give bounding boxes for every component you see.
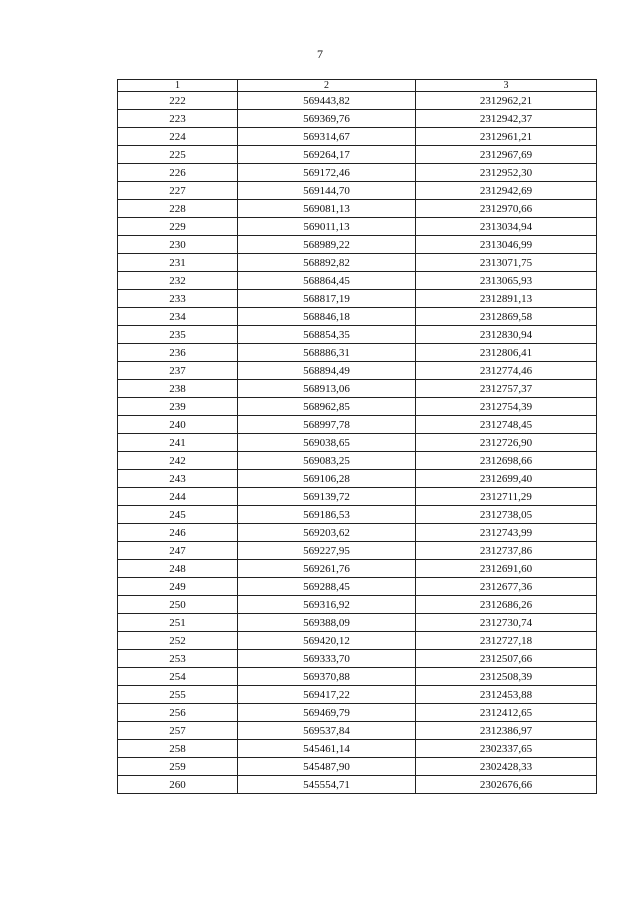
x-coordinate-cell: 569288,45 (238, 578, 416, 596)
x-coordinate-cell: 569369,76 (238, 110, 416, 128)
point-number-cell: 233 (118, 290, 238, 308)
y-coordinate-cell: 2312743,99 (416, 524, 597, 542)
point-number-cell: 257 (118, 722, 238, 740)
x-coordinate-cell: 568892,82 (238, 254, 416, 272)
point-number-cell: 226 (118, 164, 238, 182)
point-number-cell: 251 (118, 614, 238, 632)
table-row (118, 92, 597, 110)
point-number-cell: 225 (118, 146, 238, 164)
x-coordinate-cell: 568886,31 (238, 344, 416, 362)
y-coordinate-cell: 2302428,33 (416, 758, 597, 776)
x-coordinate-cell: 569417,22 (238, 686, 416, 704)
x-coordinate-cell: 568817,19 (238, 290, 416, 308)
x-coordinate-cell: 569420,12 (238, 632, 416, 650)
point-number-cell: 256 (118, 704, 238, 722)
point-number-cell: 236 (118, 344, 238, 362)
table-row (118, 236, 597, 254)
y-coordinate-cell: 2312967,69 (416, 146, 597, 164)
x-coordinate-cell: 569139,72 (238, 488, 416, 506)
y-coordinate-cell: 2312727,18 (416, 632, 597, 650)
y-coordinate-cell: 2302676,66 (416, 776, 597, 794)
table-row (118, 578, 597, 596)
table-row (118, 254, 597, 272)
y-coordinate-cell: 2312686,26 (416, 596, 597, 614)
x-coordinate-cell: 569106,28 (238, 470, 416, 488)
point-number-cell: 240 (118, 416, 238, 434)
y-coordinate-cell: 2312942,37 (416, 110, 597, 128)
y-coordinate-cell: 2312699,40 (416, 470, 597, 488)
point-number-cell: 232 (118, 272, 238, 290)
y-coordinate-cell: 2312738,05 (416, 506, 597, 524)
y-coordinate-cell: 2302337,65 (416, 740, 597, 758)
table-row (118, 452, 597, 470)
x-coordinate-cell: 569537,84 (238, 722, 416, 740)
table-row (118, 128, 597, 146)
x-coordinate-cell: 568846,18 (238, 308, 416, 326)
y-coordinate-cell: 2312830,94 (416, 326, 597, 344)
table-row (118, 272, 597, 290)
table-row (118, 506, 597, 524)
table-row (118, 200, 597, 218)
y-coordinate-cell: 2312508,39 (416, 668, 597, 686)
column-header-2: 2 (238, 80, 416, 92)
x-coordinate-cell: 569370,88 (238, 668, 416, 686)
table-row (118, 488, 597, 506)
x-coordinate-cell: 569261,76 (238, 560, 416, 578)
y-coordinate-cell: 2312386,97 (416, 722, 597, 740)
point-number-cell: 248 (118, 560, 238, 578)
x-coordinate-cell: 545554,71 (238, 776, 416, 794)
y-coordinate-cell: 2312698,66 (416, 452, 597, 470)
table-row (118, 668, 597, 686)
x-coordinate-cell: 569144,70 (238, 182, 416, 200)
table-row (118, 344, 597, 362)
point-number-cell: 259 (118, 758, 238, 776)
table-row (118, 722, 597, 740)
y-coordinate-cell: 2313034,94 (416, 218, 597, 236)
coordinates-table (117, 79, 597, 794)
x-coordinate-cell: 545461,14 (238, 740, 416, 758)
table-row (118, 110, 597, 128)
point-number-cell: 255 (118, 686, 238, 704)
point-number-cell: 228 (118, 200, 238, 218)
table-body (118, 92, 597, 794)
point-number-cell: 235 (118, 326, 238, 344)
point-number-cell: 242 (118, 452, 238, 470)
table-row (118, 596, 597, 614)
y-coordinate-cell: 2312677,36 (416, 578, 597, 596)
table-row (118, 416, 597, 434)
y-coordinate-cell: 2312952,30 (416, 164, 597, 182)
x-coordinate-cell: 569227,95 (238, 542, 416, 560)
x-coordinate-cell: 568864,45 (238, 272, 416, 290)
table-row (118, 524, 597, 542)
x-coordinate-cell: 569314,67 (238, 128, 416, 146)
y-coordinate-cell: 2312891,13 (416, 290, 597, 308)
point-number-cell: 227 (118, 182, 238, 200)
table-row (118, 218, 597, 236)
table-row (118, 704, 597, 722)
point-number-cell: 245 (118, 506, 238, 524)
table-row (118, 380, 597, 398)
table-row (118, 650, 597, 668)
column-header-1: 1 (118, 80, 238, 92)
table-row (118, 434, 597, 452)
y-coordinate-cell: 2312748,45 (416, 416, 597, 434)
point-number-cell: 229 (118, 218, 238, 236)
point-number-cell: 234 (118, 308, 238, 326)
x-coordinate-cell: 569172,46 (238, 164, 416, 182)
x-coordinate-cell: 569469,79 (238, 704, 416, 722)
table-row (118, 776, 597, 794)
point-number-cell: 252 (118, 632, 238, 650)
x-coordinate-cell: 568989,22 (238, 236, 416, 254)
table-row (118, 686, 597, 704)
page-number: 7 (317, 47, 323, 61)
x-coordinate-cell: 568894,49 (238, 362, 416, 380)
header-row (118, 80, 597, 92)
point-number-cell: 246 (118, 524, 238, 542)
y-coordinate-cell: 2312711,29 (416, 488, 597, 506)
y-coordinate-cell: 2312412,65 (416, 704, 597, 722)
x-coordinate-cell: 568854,35 (238, 326, 416, 344)
table-row (118, 614, 597, 632)
point-number-cell: 239 (118, 398, 238, 416)
table-row (118, 326, 597, 344)
x-coordinate-cell: 569316,92 (238, 596, 416, 614)
y-coordinate-cell: 2312806,41 (416, 344, 597, 362)
x-coordinate-cell: 568913,06 (238, 380, 416, 398)
x-coordinate-cell: 569388,09 (238, 614, 416, 632)
table-row (118, 362, 597, 380)
table-row (118, 542, 597, 560)
table-row (118, 740, 597, 758)
y-coordinate-cell: 2312453,88 (416, 686, 597, 704)
y-coordinate-cell: 2312942,69 (416, 182, 597, 200)
table-row (118, 758, 597, 776)
x-coordinate-cell: 569081,13 (238, 200, 416, 218)
point-number-cell: 224 (118, 128, 238, 146)
column-header-3: 3 (416, 80, 597, 92)
x-coordinate-cell: 569203,62 (238, 524, 416, 542)
y-coordinate-cell: 2312961,21 (416, 128, 597, 146)
y-coordinate-cell: 2313071,75 (416, 254, 597, 272)
y-coordinate-cell: 2313065,93 (416, 272, 597, 290)
y-coordinate-cell: 2312774,46 (416, 362, 597, 380)
table-row (118, 632, 597, 650)
y-coordinate-cell: 2312691,60 (416, 560, 597, 578)
x-coordinate-cell: 568997,78 (238, 416, 416, 434)
y-coordinate-cell: 2312869,58 (416, 308, 597, 326)
table-row (118, 308, 597, 326)
x-coordinate-cell: 569011,13 (238, 218, 416, 236)
y-coordinate-cell: 2312726,90 (416, 434, 597, 452)
y-coordinate-cell: 2312757,37 (416, 380, 597, 398)
point-number-cell: 243 (118, 470, 238, 488)
y-coordinate-cell: 2312962,21 (416, 92, 597, 110)
point-number-cell: 223 (118, 110, 238, 128)
x-coordinate-cell: 569264,17 (238, 146, 416, 164)
x-coordinate-cell: 569443,82 (238, 92, 416, 110)
table-row (118, 164, 597, 182)
y-coordinate-cell: 2312737,86 (416, 542, 597, 560)
point-number-cell: 247 (118, 542, 238, 560)
point-number-cell: 244 (118, 488, 238, 506)
point-number-cell: 241 (118, 434, 238, 452)
x-coordinate-cell: 569186,53 (238, 506, 416, 524)
x-coordinate-cell: 545487,90 (238, 758, 416, 776)
y-coordinate-cell: 2312970,66 (416, 200, 597, 218)
table-row (118, 560, 597, 578)
point-number-cell: 258 (118, 740, 238, 758)
x-coordinate-cell: 568962,85 (238, 398, 416, 416)
table-row (118, 470, 597, 488)
point-number-cell: 231 (118, 254, 238, 272)
table-row (118, 290, 597, 308)
table-row (118, 398, 597, 416)
point-number-cell: 222 (118, 92, 238, 110)
table-header (118, 80, 597, 92)
point-number-cell: 254 (118, 668, 238, 686)
x-coordinate-cell: 569038,65 (238, 434, 416, 452)
point-number-cell: 230 (118, 236, 238, 254)
y-coordinate-cell: 2313046,99 (416, 236, 597, 254)
point-number-cell: 260 (118, 776, 238, 794)
table-row (118, 146, 597, 164)
table-row (118, 182, 597, 200)
point-number-cell: 253 (118, 650, 238, 668)
y-coordinate-cell: 2312754,39 (416, 398, 597, 416)
x-coordinate-cell: 569083,25 (238, 452, 416, 470)
point-number-cell: 250 (118, 596, 238, 614)
y-coordinate-cell: 2312730,74 (416, 614, 597, 632)
y-coordinate-cell: 2312507,66 (416, 650, 597, 668)
point-number-cell: 237 (118, 362, 238, 380)
point-number-cell: 249 (118, 578, 238, 596)
x-coordinate-cell: 569333,70 (238, 650, 416, 668)
point-number-cell: 238 (118, 380, 238, 398)
